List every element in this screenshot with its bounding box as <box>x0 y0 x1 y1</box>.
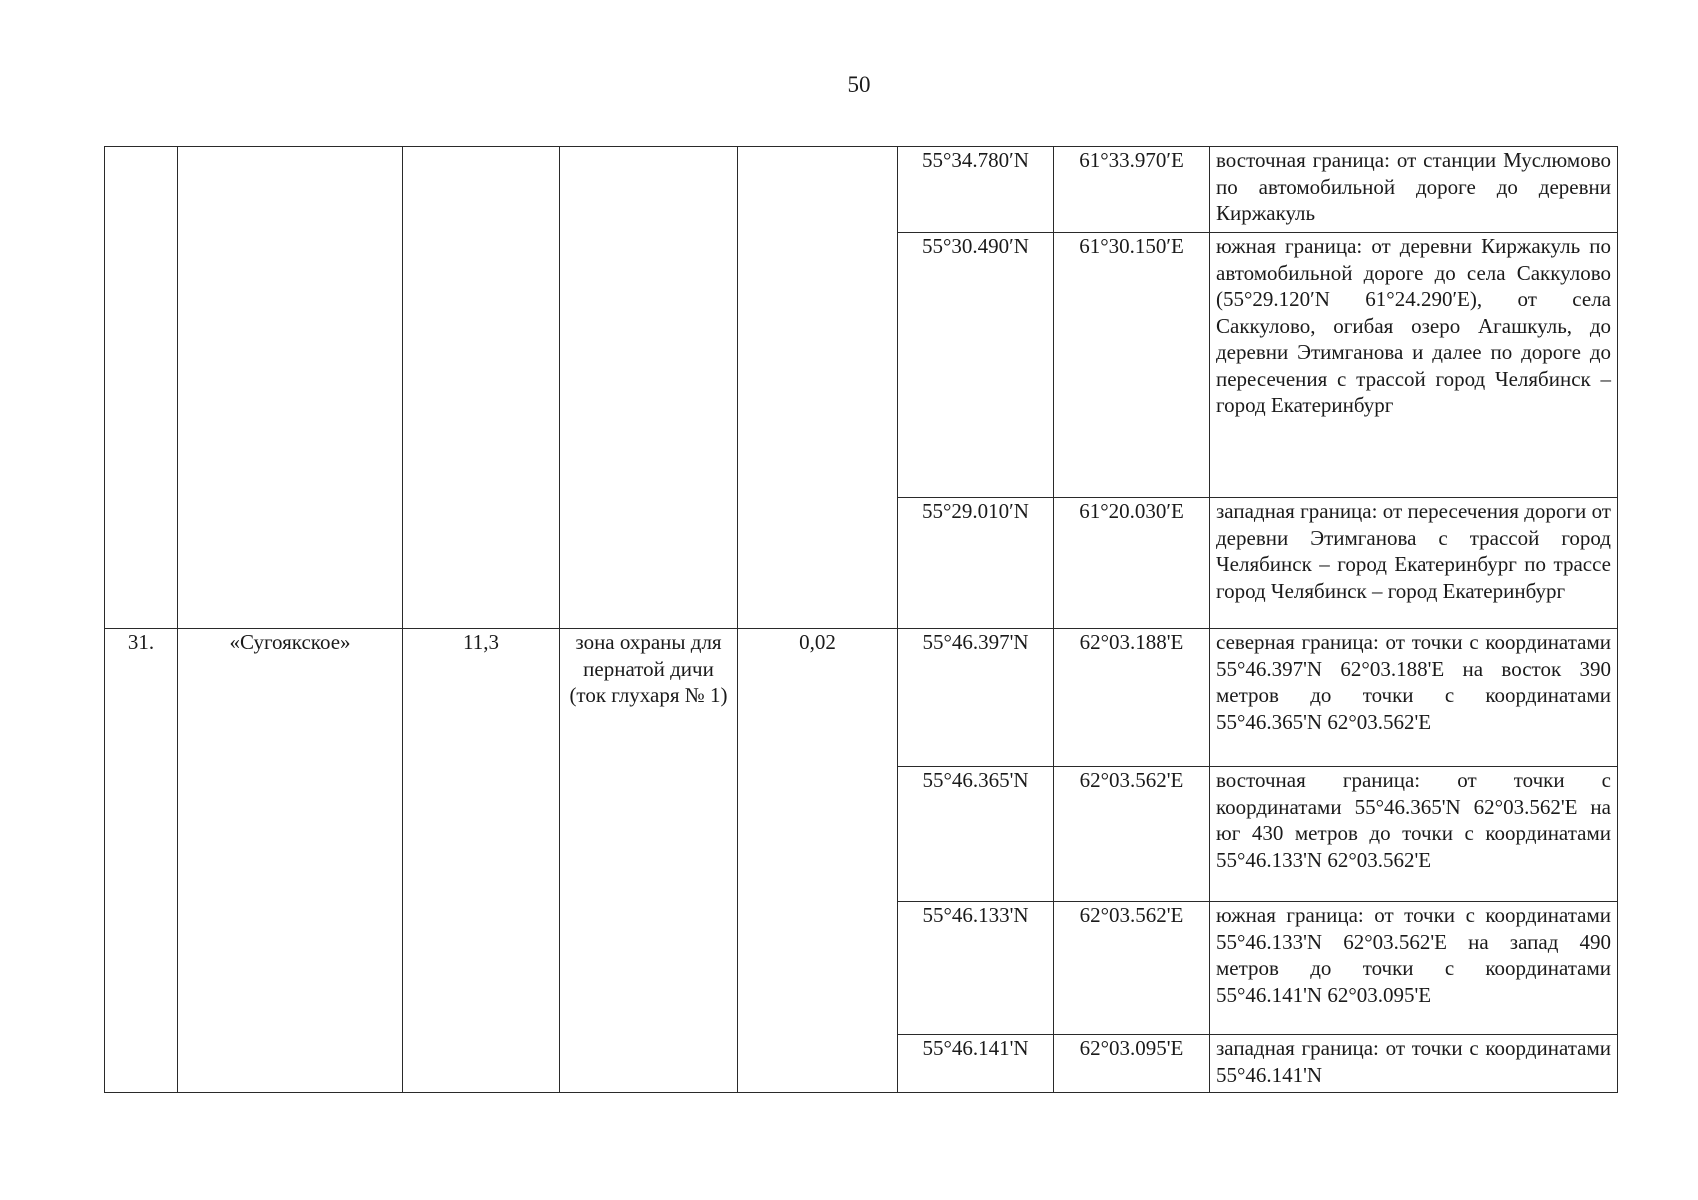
longitude-cell: 62°03.188'E <box>1054 629 1210 767</box>
entry-number: 31. <box>105 629 178 1093</box>
boundary-description: восточная граница: от точки с координатами 55°46.365'N 62°03.562'E на юг 430 метров до точки с координатами 55°46.133'N 62°03.562'E <box>1210 767 1618 902</box>
latitude-cell: 55°34.780′N <box>898 147 1054 233</box>
boundary-description: южная граница: от точки с координатами 55°46.133'N 62°03.562'E на запад 490 метров до точки с координатами 55°46.141'N 62°03.095'E <box>1210 902 1618 1035</box>
zone-area: 0,02 <box>738 629 898 1093</box>
longitude-cell: 61°20.030′E <box>1054 498 1210 629</box>
reserve-area: 11,3 <box>403 629 560 1093</box>
reserve-boundaries-table <box>104 146 1618 1093</box>
longitude-cell: 62°03.095'E <box>1054 1035 1210 1093</box>
latitude-cell: 55°46.365'N <box>898 767 1054 902</box>
page-number: 50 <box>847 72 871 97</box>
table-row <box>105 147 1618 233</box>
latitude-cell: 55°46.141'N <box>898 1035 1054 1093</box>
boundary-description: северная граница: от точки с координатами 55°46.397'N 62°03.188'E на восток 390 метров до точки с координатами 55°46.365'N 62°03.562'E <box>1210 629 1618 767</box>
latitude-cell: 55°46.397'N <box>898 629 1054 767</box>
boundary-description: южная граница: от деревни Киржакуль по автомобильной дороге до села Саккулово (55°29.120′N 61°24.290′E), от села Саккулово, огибая озеро Агашкуль, до деревни Этимганова и далее по дороге до пересечения с трассой город Челябинск – город Екатеринбург <box>1210 233 1618 498</box>
table-row <box>105 629 1618 767</box>
area-cell <box>403 147 560 629</box>
latitude-cell: 55°29.010′N <box>898 498 1054 629</box>
longitude-cell: 61°33.970′E <box>1054 147 1210 233</box>
longitude-cell: 61°30.150′E <box>1054 233 1210 498</box>
number-cell <box>105 147 178 629</box>
boundary-description: восточная граница: от станции Муслюмово по автомобильной дороге до деревни Киржакуль <box>1210 147 1618 233</box>
zone-type-cell <box>560 147 738 629</box>
boundary-description: западная граница: от точки с координатами 55°46.141'N <box>1210 1035 1618 1093</box>
reserve-name: «Сугоякское» <box>178 629 403 1093</box>
boundary-description: западная граница: от пересечения дороги от деревни Этимганова с трассой город Челябинск – город Екатеринбург по трассе город Челябинск – город Екатеринбург <box>1210 498 1618 629</box>
longitude-cell: 62°03.562'E <box>1054 902 1210 1035</box>
zone-type: зона охраны для пернатой дичи (ток глухаря № 1) <box>560 629 738 1093</box>
name-cell <box>178 147 403 629</box>
longitude-cell: 62°03.562'E <box>1054 767 1210 902</box>
latitude-cell: 55°30.490′N <box>898 233 1054 498</box>
latitude-cell: 55°46.133'N <box>898 902 1054 1035</box>
zone-area-cell <box>738 147 898 629</box>
